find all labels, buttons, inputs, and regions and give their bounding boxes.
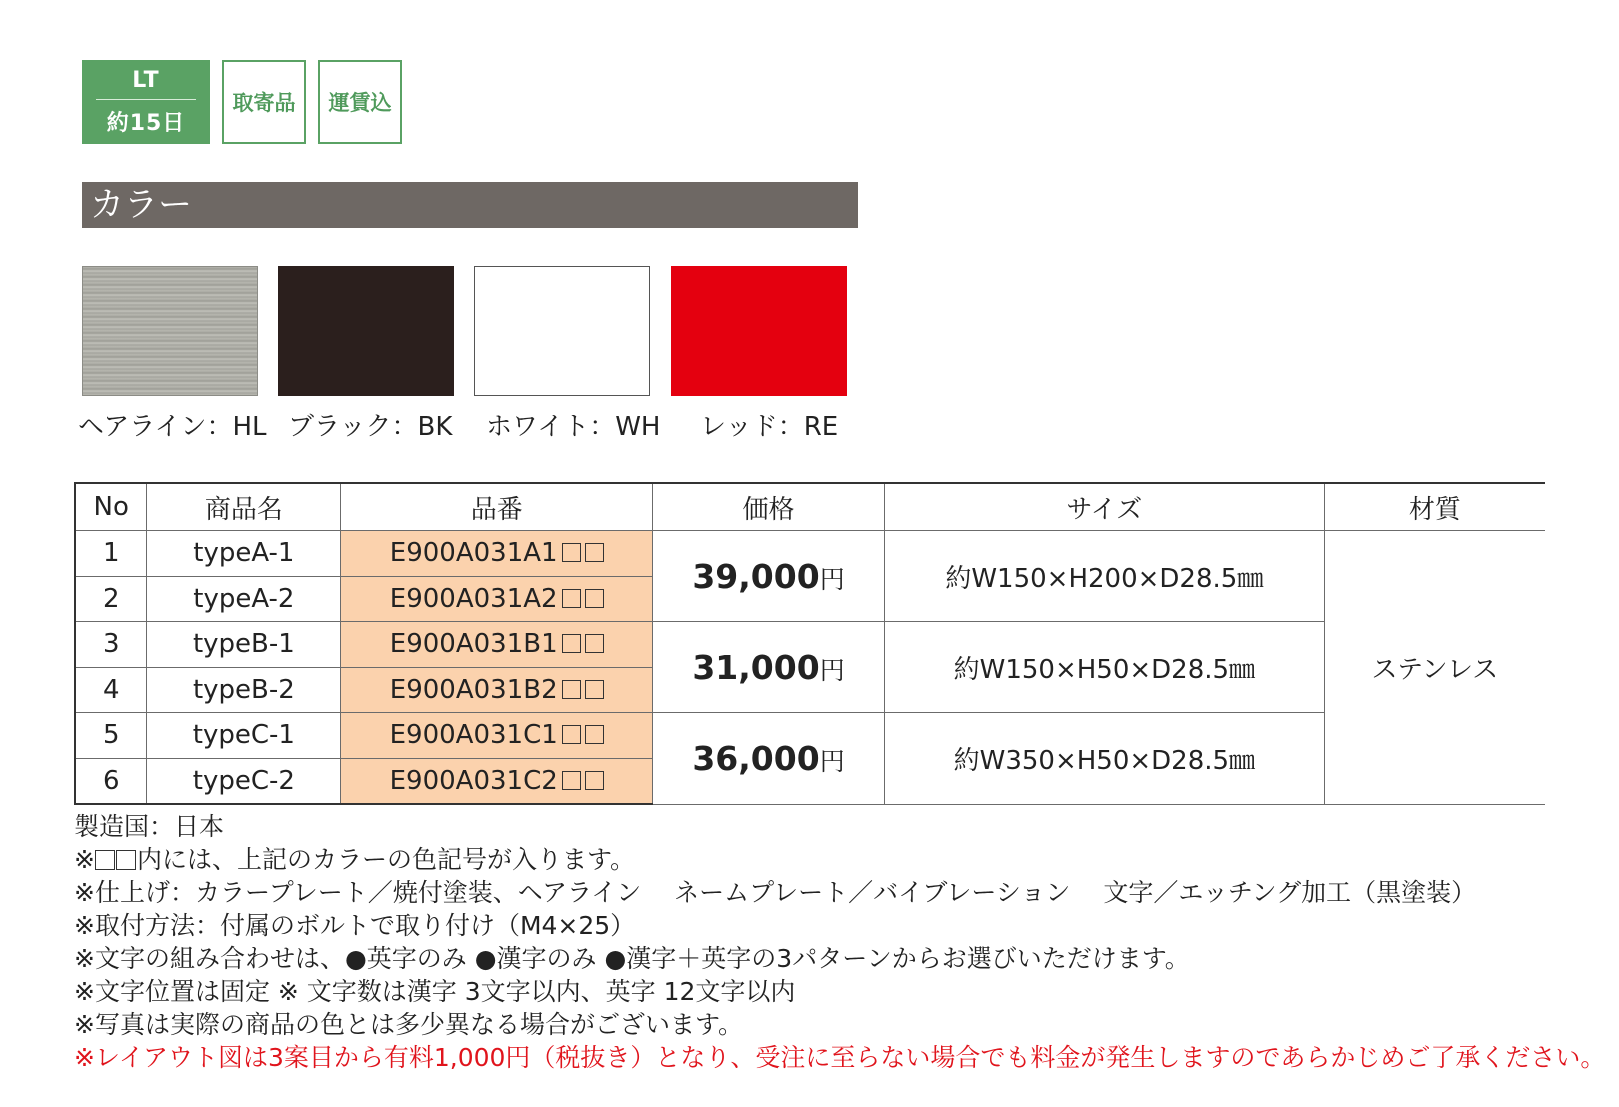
lead-time-badge: [82, 60, 210, 144]
note-photo-color: ※写真は実際の商品の色とは多少異なる場合がございます。: [74, 1010, 743, 1039]
color-code-box: [95, 850, 115, 870]
color-code-box: [562, 634, 581, 653]
color-code-box: [116, 850, 136, 870]
price-unit: 円: [819, 746, 845, 776]
header-name: 商品名: [147, 483, 341, 531]
row-code: E900A031C2: [389, 765, 558, 796]
row-code: E900A031B2: [389, 674, 558, 705]
row-code-cell: [341, 667, 653, 713]
color-code-box: [585, 634, 604, 653]
color-code-box: [562, 543, 581, 562]
color-code-box: [562, 680, 581, 699]
swatch-red: [671, 266, 847, 396]
header-size: サイズ: [884, 483, 1324, 531]
note-character-count: ※文字位置は固定 ※ 文字数は漢字 3文字以内、英字 12文字以内: [74, 977, 796, 1006]
table-row: [75, 531, 1545, 577]
price-cell: [653, 713, 885, 805]
note-mark: ※: [74, 845, 95, 874]
lead-time-value: 約15日: [106, 110, 186, 136]
note-finish: ※仕上げ：カラープレート／焼付塗装、ヘアライン ネームプレート／バイブレーション 文字／エッチング加工（黒塗装）: [74, 878, 1477, 907]
color-section-heading: カラー: [82, 182, 858, 228]
size-cell: 約W150×H50×D28.5㎜: [884, 622, 1324, 713]
row-code: E900A031B1: [389, 629, 558, 660]
row-name: typeC-2: [147, 758, 341, 804]
row-code-cell: [341, 758, 653, 804]
product-table: [74, 482, 1545, 805]
note-color-code-text: 内には、上記のカラーの色記号が入ります。: [136, 845, 635, 874]
swatch-black: [278, 266, 454, 396]
row-name: typeB-2: [147, 667, 341, 713]
swatch-label-red: レッド：RE: [700, 412, 839, 442]
lead-time-label: LT: [132, 67, 160, 93]
size-cell: 約W350×H50×D28.5㎜: [884, 713, 1324, 805]
row-code: E900A031C1: [389, 720, 558, 751]
color-code-box: [585, 680, 604, 699]
shipping-included-badge: 運賃込: [318, 60, 402, 144]
color-code-box: [585, 589, 604, 608]
row-code-cell: [341, 531, 653, 577]
note-layout-fee-warning: ※レイアウト図は3案目から有料1,000円（税抜き）となり、受注に至らない場合でも料金が発生しますのであらかじめご了承ください。: [74, 1043, 1606, 1072]
price-value: 31,000: [692, 647, 820, 687]
material-cell: ステンレス: [1324, 531, 1545, 805]
row-name: typeA-1: [147, 531, 341, 577]
row-no: 5: [75, 713, 147, 759]
row-name: typeA-2: [147, 576, 341, 622]
header-no: No: [75, 483, 147, 531]
price-value: 39,000: [692, 556, 820, 596]
row-no: 6: [75, 758, 147, 804]
row-no: 1: [75, 531, 147, 577]
row-name: typeC-1: [147, 713, 341, 759]
row-no: 2: [75, 576, 147, 622]
swatch-label-black: ブラック：BK: [288, 412, 453, 442]
row-no: 3: [75, 622, 147, 668]
color-code-box: [562, 771, 581, 790]
color-code-box: [562, 725, 581, 744]
swatch-label-hairline: ヘアライン：HL: [78, 412, 267, 442]
color-code-box: [562, 589, 581, 608]
note-mounting: ※取付方法：付属のボルトで取り付け（M4×25）: [74, 911, 636, 940]
row-code: E900A031A1: [389, 538, 558, 569]
notes-block: [74, 810, 1605, 1074]
order-item-badge: 取寄品: [222, 60, 306, 144]
row-code-cell: [341, 576, 653, 622]
price-unit: 円: [819, 564, 845, 594]
row-code: E900A031A2: [389, 583, 558, 614]
swatch-white: [474, 266, 650, 396]
note-origin: 製造国：日本: [74, 812, 225, 841]
price-unit: 円: [819, 655, 845, 685]
color-code-box: [585, 725, 604, 744]
color-code-box: [585, 543, 604, 562]
note-color-code: [74, 843, 1605, 876]
badge-divider: [96, 99, 196, 100]
row-name: typeB-1: [147, 622, 341, 668]
header-price: 価格: [653, 483, 885, 531]
note-character-combo: ※文字の組み合わせは、●英字のみ ●漢字のみ ●漢字＋英字の3パターンからお選びいただけます。: [74, 944, 1190, 973]
table-header-row: [75, 483, 1545, 531]
price-value: 36,000: [692, 738, 820, 778]
price-cell: [653, 531, 885, 622]
header-code: 品番: [341, 483, 653, 531]
color-code-box: [585, 771, 604, 790]
size-cell: 約W150×H200×D28.5㎜: [884, 531, 1324, 622]
swatch-label-white: ホワイト：WH: [486, 412, 661, 442]
row-no: 4: [75, 667, 147, 713]
swatch-hairline: [82, 266, 258, 396]
row-code-cell: [341, 622, 653, 668]
price-cell: [653, 622, 885, 713]
row-code-cell: [341, 713, 653, 759]
header-material: 材質: [1324, 483, 1545, 531]
